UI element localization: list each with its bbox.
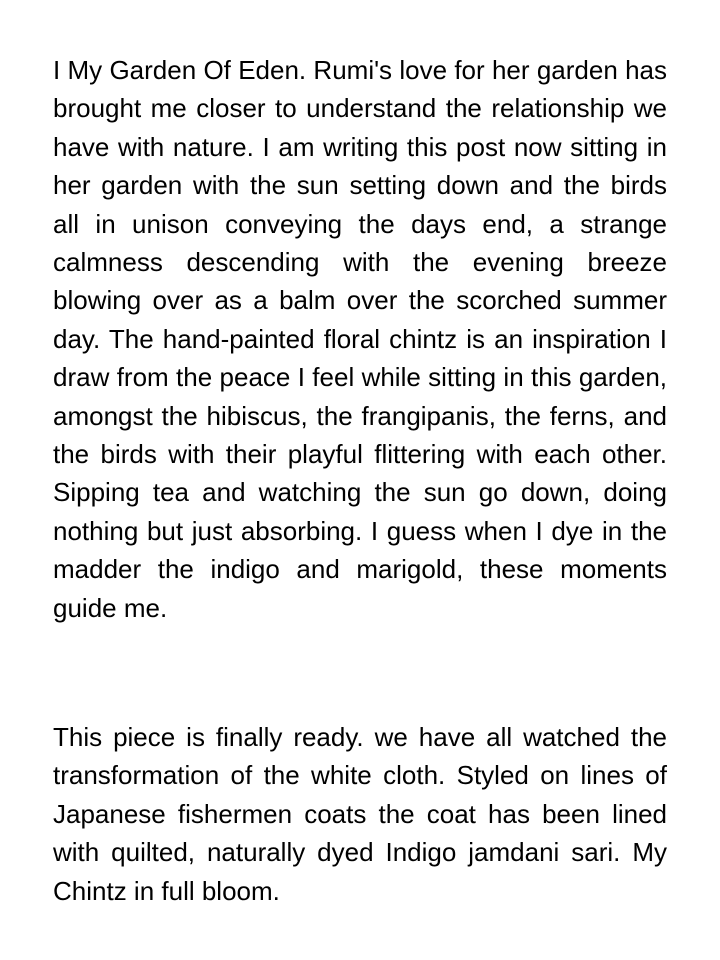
- body-paragraph-garden-of-eden: I My Garden Of Eden. Rumi's love for her garden has brought me closer to understand the relationship we have with nature. I am writing this post now sitting in her garden with the sun setting down and the birds all in unison conveying the days end, a strange calmness descending with the evening breeze blowing over as a balm over the scorched summer day. The hand-painted floral chintz is an inspiration I draw from the peace I feel while sitting in this garden, amongst the hibiscus, the frangipanis, the ferns, and the birds with their playful flittering with each other. Sipping tea and watching the sun go down, doing nothing but just absorbing. I guess when I dye in the madder the indigo and marigold, these moments guide me.: [53, 55, 667, 623]
- body-paragraph-chintz-coat: This piece is finally ready. we have all watched the transformation of the white cloth. Styled on lines of Japanese fishermen coats the coat has been lined with quilted, naturally dyed Indigo jamdani sari. My Chintz in full bloom.: [53, 722, 667, 906]
